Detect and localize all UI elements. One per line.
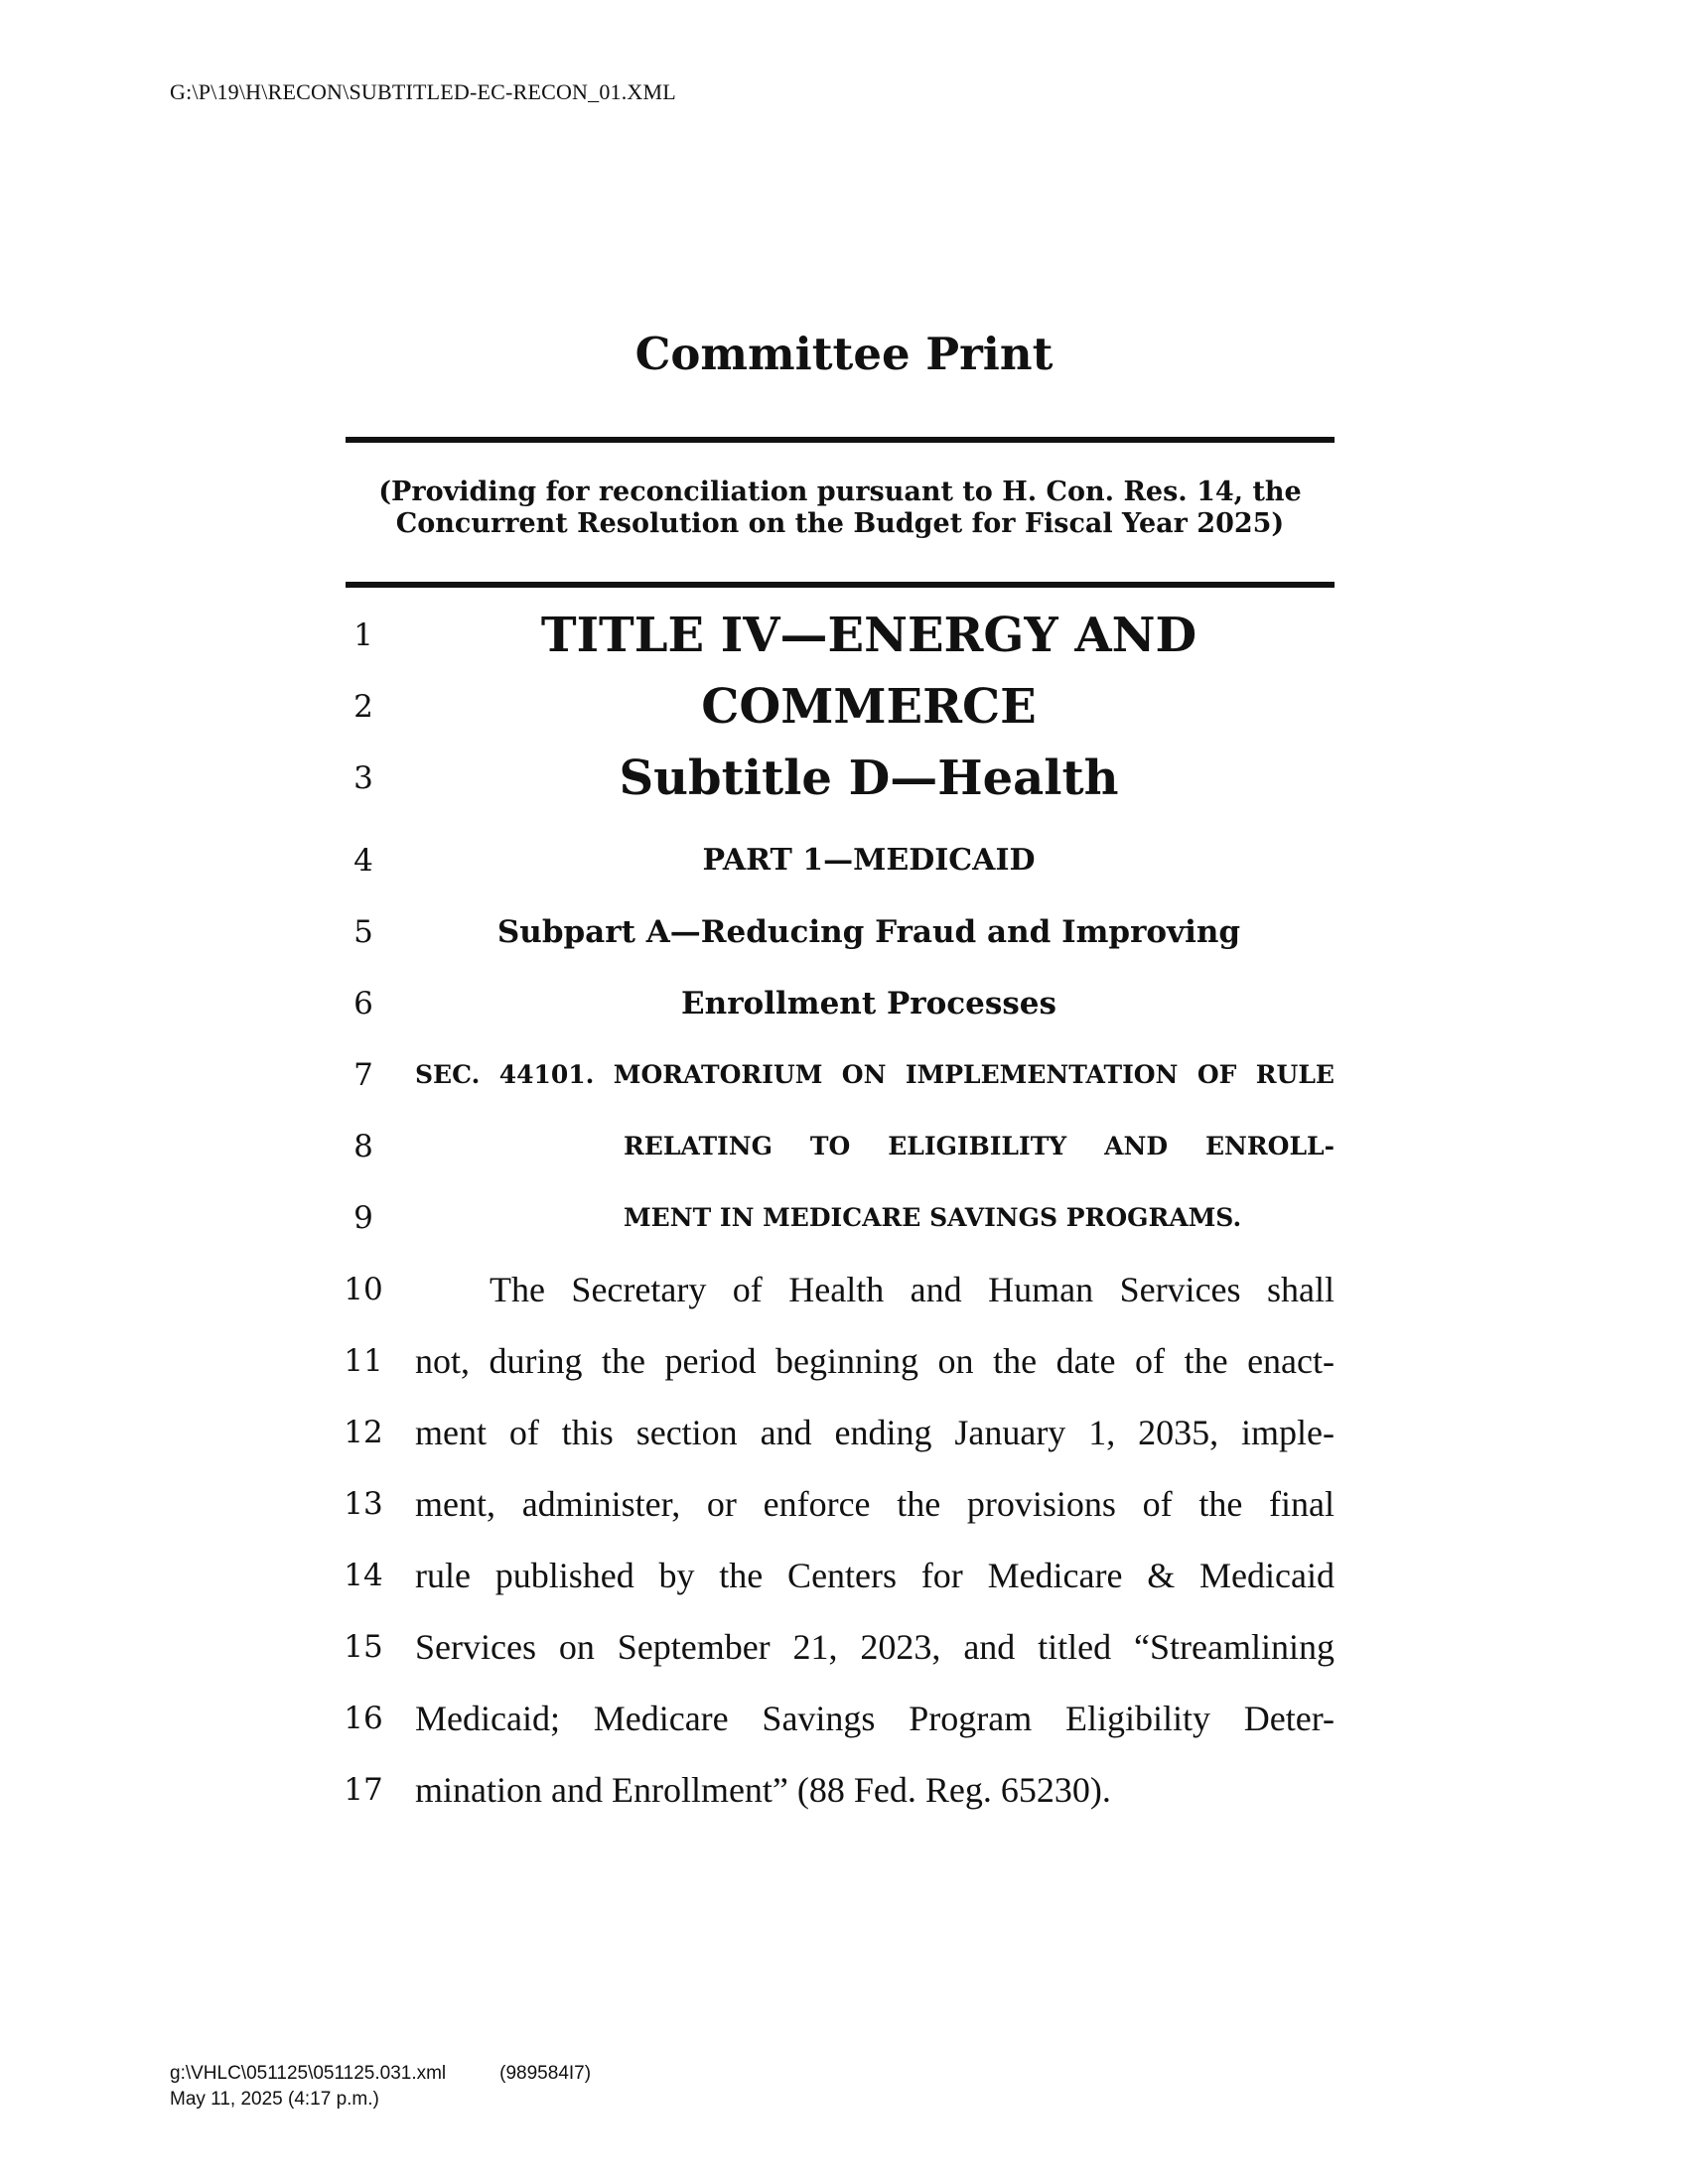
body-text-line: ment of this section and ending January 1, 2035, imple- (415, 1413, 1335, 1452)
file-path-header: G:\P\19\H\RECON\SUBTITLED-EC-RECON_01.XML (170, 79, 676, 104)
line-number: 9 (353, 1200, 373, 1236)
title-divider-top (346, 437, 1335, 443)
footer-row-1 (170, 2061, 591, 2087)
line-number: 2 (353, 689, 373, 725)
line-number: 5 (353, 914, 373, 950)
section-heading-line-3: MENT IN MEDICARE SAVINGS PROGRAMS. (624, 1203, 1242, 1232)
purpose-line-1: (Providing for reconciliation pursuant to H. Con. Res. 14, the (378, 477, 1302, 507)
line-number: 15 (344, 1629, 383, 1665)
line-number: 10 (344, 1272, 383, 1307)
body-text-line: The Secretary of Health and Human Services shall (490, 1270, 1335, 1309)
title-heading-line-2: COMMERCE (701, 679, 1037, 735)
line-number: 17 (344, 1772, 383, 1808)
line-number: 6 (353, 986, 373, 1022)
subpart-heading-line-2: Enrollment Processes (681, 986, 1056, 1022)
footer-timestamp: May 11, 2025 (4:17 p.m.) (170, 2089, 379, 2110)
line-number: 3 (353, 760, 373, 796)
page-footer (170, 2061, 591, 2113)
purpose-statement (346, 477, 1335, 540)
line-number: 16 (344, 1701, 383, 1736)
subtitle-heading: Subtitle D—Health (619, 751, 1119, 806)
body-text-line: rule published by the Centers for Medicare & Medicaid (415, 1556, 1335, 1595)
line-number: 11 (344, 1343, 383, 1379)
line-number: 4 (353, 843, 373, 879)
line-number: 14 (344, 1558, 383, 1593)
body-text-line: Services on September 21, 2023, and titled “Streamlining (415, 1627, 1335, 1667)
line-number: 1 (353, 617, 373, 653)
footer-file-path: g:\VHLC\051125\051125.031.xml (170, 2063, 447, 2084)
body-text-line: ment, administer, or enforce the provisions of the final (415, 1484, 1335, 1524)
purpose-line-2: Concurrent Resolution on the Budget for Fiscal Year 2025) (395, 508, 1285, 539)
line-number: 8 (353, 1129, 373, 1164)
body-text-line: Medicaid; Medicare Savings Program Eligibility Deter- (415, 1699, 1335, 1738)
line-number: 13 (344, 1486, 383, 1522)
title-divider-bottom (346, 582, 1335, 588)
body-text-line: not, during the period beginning on the date of the enact- (415, 1341, 1335, 1381)
section-heading-line-2: RELATING TO ELIGIBILITY AND ENROLL- (624, 1132, 1335, 1160)
part-heading: PART 1—MEDICAID (702, 843, 1036, 878)
line-number: 12 (344, 1415, 383, 1450)
document-title: Committee Print (634, 328, 1054, 380)
section-heading-line-1: SEC. 44101. MORATORIUM ON IMPLEMENTATION OF RULE (415, 1060, 1335, 1089)
line-number: 7 (353, 1057, 373, 1093)
subpart-heading-line-1: Subpart A—Reducing Fraud and Improving (496, 914, 1241, 950)
footer-document-id: (989584I7) (499, 2063, 592, 2084)
body-text-line: mination and Enrollment” (88 Fed. Reg. 65230). (415, 1770, 1111, 1810)
title-heading-line-1: TITLE IV—ENERGY AND (540, 608, 1197, 663)
